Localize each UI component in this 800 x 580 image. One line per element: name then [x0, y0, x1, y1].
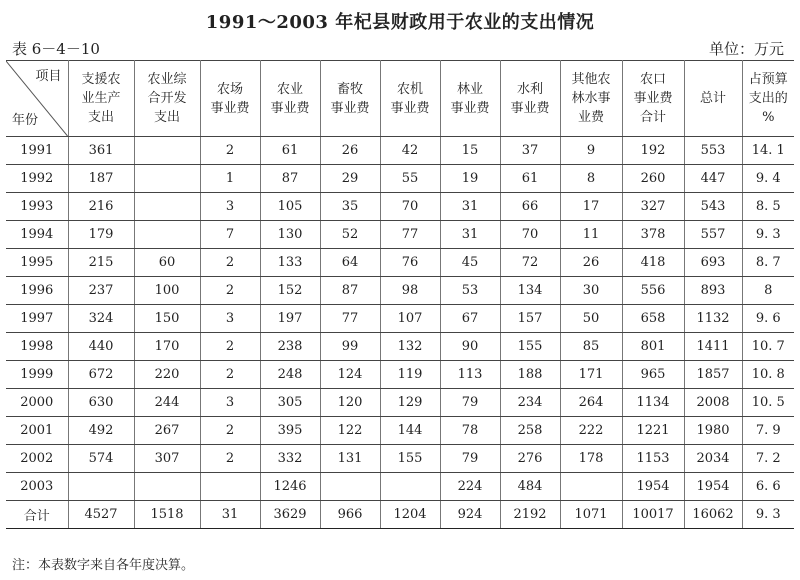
value-cell: 131 — [320, 445, 380, 473]
value-cell: 129 — [380, 389, 440, 417]
table-body — [6, 137, 794, 529]
value-cell: 170 — [134, 333, 200, 361]
value-cell — [134, 193, 200, 221]
column-header-line: 占预算 — [748, 72, 788, 87]
value-cell: 133 — [260, 249, 320, 277]
value-cell: 157 — [500, 305, 560, 333]
value-cell: 11 — [560, 221, 622, 249]
table-row — [6, 333, 794, 361]
value-cell: 1132 — [684, 305, 742, 333]
table-row — [6, 277, 794, 305]
value-cell: 72 — [500, 249, 560, 277]
value-cell: 10. 7 — [742, 333, 794, 361]
value-cell: 307 — [134, 445, 200, 473]
value-cell: 893 — [684, 277, 742, 305]
value-cell: 327 — [622, 193, 684, 221]
year-cell: 1993 — [6, 193, 68, 221]
table-row — [6, 389, 794, 417]
value-cell: 4527 — [68, 501, 134, 529]
column-header-line: 合计 — [639, 110, 666, 125]
value-cell: 50 — [560, 305, 622, 333]
column-header — [560, 61, 622, 137]
column-header-line: 林业 — [456, 81, 483, 97]
value-cell: 30 — [560, 277, 622, 305]
value-cell: 122 — [320, 417, 380, 445]
value-cell: 672 — [68, 361, 134, 389]
value-cell: 178 — [560, 445, 622, 473]
value-cell: 85 — [560, 333, 622, 361]
column-header — [68, 61, 134, 137]
table-note: 注：本表数字来自各年度决算。 — [12, 558, 195, 573]
value-cell: 234 — [500, 389, 560, 417]
column-header — [622, 61, 684, 137]
column-header-line: 合开发 — [147, 91, 187, 106]
value-cell — [320, 473, 380, 501]
value-cell: 1153 — [622, 445, 684, 473]
value-cell: 222 — [560, 417, 622, 445]
value-cell: 15 — [440, 137, 500, 165]
year-cell: 1998 — [6, 333, 68, 361]
value-cell: 9 — [560, 137, 622, 165]
value-cell: 61 — [260, 137, 320, 165]
corner-label-year: 年份 — [12, 113, 39, 128]
value-cell: 361 — [68, 137, 134, 165]
column-header-line: 农业 — [276, 81, 303, 97]
table-row — [6, 361, 794, 389]
value-cell: 105 — [260, 193, 320, 221]
value-cell: 124 — [320, 361, 380, 389]
year-cell: 2001 — [6, 417, 68, 445]
value-cell: 61 — [500, 165, 560, 193]
value-cell: 87 — [260, 165, 320, 193]
value-cell: 134 — [500, 277, 560, 305]
value-cell: 7. 2 — [742, 445, 794, 473]
value-cell: 8 — [560, 165, 622, 193]
value-cell: 197 — [260, 305, 320, 333]
value-cell: 924 — [440, 501, 500, 529]
year-cell: 1999 — [6, 361, 68, 389]
value-cell: 1246 — [260, 473, 320, 501]
value-cell: 1980 — [684, 417, 742, 445]
value-cell: 192 — [622, 137, 684, 165]
column-header-line: 事业费 — [390, 100, 430, 116]
value-cell: 440 — [68, 333, 134, 361]
value-cell: 113 — [440, 361, 500, 389]
value-cell: 66 — [500, 193, 560, 221]
value-cell: 2 — [200, 249, 260, 277]
value-cell — [134, 221, 200, 249]
value-cell: 224 — [440, 473, 500, 501]
value-cell: 53 — [440, 277, 500, 305]
value-cell: 31 — [440, 221, 500, 249]
value-cell: 155 — [380, 445, 440, 473]
value-cell: 9. 6 — [742, 305, 794, 333]
value-cell: 3629 — [260, 501, 320, 529]
value-cell: 630 — [68, 389, 134, 417]
value-cell: 1954 — [684, 473, 742, 501]
column-header-line: 业费 — [577, 110, 604, 125]
value-cell: 130 — [260, 221, 320, 249]
value-cell: 260 — [622, 165, 684, 193]
value-cell: 2008 — [684, 389, 742, 417]
value-cell: 78 — [440, 417, 500, 445]
year-cell: 1995 — [6, 249, 68, 277]
value-cell: 2 — [200, 333, 260, 361]
value-cell: 90 — [440, 333, 500, 361]
value-cell: 1411 — [684, 333, 742, 361]
value-cell: 70 — [380, 193, 440, 221]
value-cell: 484 — [500, 473, 560, 501]
column-header-line: 事业费 — [270, 100, 310, 116]
column-header — [320, 61, 380, 137]
value-cell: 119 — [380, 361, 440, 389]
value-cell: 556 — [622, 277, 684, 305]
value-cell: 150 — [134, 305, 200, 333]
value-cell: 8 — [742, 277, 794, 305]
value-cell: 19 — [440, 165, 500, 193]
value-cell: 332 — [260, 445, 320, 473]
value-cell: 60 — [134, 249, 200, 277]
table-row — [6, 137, 794, 165]
column-header — [200, 61, 260, 137]
column-header — [380, 61, 440, 137]
value-cell: 3 — [200, 193, 260, 221]
value-cell: 55 — [380, 165, 440, 193]
value-cell: 7. 9 — [742, 417, 794, 445]
column-header-line: 支出的 — [748, 91, 788, 106]
value-cell: 64 — [320, 249, 380, 277]
value-cell: 179 — [68, 221, 134, 249]
value-cell: 6. 6 — [742, 473, 794, 501]
value-cell: 1221 — [622, 417, 684, 445]
column-header-line: 农口 — [639, 72, 666, 87]
value-cell: 1857 — [684, 361, 742, 389]
value-cell: 248 — [260, 361, 320, 389]
value-cell: 152 — [260, 277, 320, 305]
column-header-line: 林水事 — [571, 91, 611, 106]
value-cell: 79 — [440, 445, 500, 473]
column-header-line: 农业综 — [147, 72, 187, 87]
value-cell: 76 — [380, 249, 440, 277]
table-row — [6, 249, 794, 277]
column-header-line: 支出 — [87, 110, 114, 125]
value-cell — [380, 473, 440, 501]
value-cell: 79 — [440, 389, 500, 417]
value-cell — [68, 473, 134, 501]
column-header-line: 总计 — [699, 91, 726, 106]
value-cell: 2 — [200, 277, 260, 305]
value-cell: 52 — [320, 221, 380, 249]
column-header — [742, 61, 794, 137]
value-cell: 42 — [380, 137, 440, 165]
column-header-line: % — [762, 110, 775, 125]
column-header-line: 畜牧 — [336, 81, 363, 97]
value-cell: 155 — [500, 333, 560, 361]
value-cell: 100 — [134, 277, 200, 305]
value-cell: 14. 1 — [742, 137, 794, 165]
year-cell: 1997 — [6, 305, 68, 333]
value-cell: 574 — [68, 445, 134, 473]
value-cell: 3 — [200, 389, 260, 417]
value-cell: 37 — [500, 137, 560, 165]
year-cell: 合计 — [6, 501, 68, 529]
value-cell: 77 — [320, 305, 380, 333]
value-cell: 70 — [500, 221, 560, 249]
table-row — [6, 193, 794, 221]
column-header — [500, 61, 560, 137]
value-cell: 966 — [320, 501, 380, 529]
corner-label-item: 项目 — [35, 69, 62, 84]
value-cell: 17 — [560, 193, 622, 221]
value-cell: 2 — [200, 445, 260, 473]
value-cell: 1204 — [380, 501, 440, 529]
value-cell: 1 — [200, 165, 260, 193]
table-row — [6, 221, 794, 249]
value-cell: 237 — [68, 277, 134, 305]
column-header — [684, 61, 742, 137]
value-cell: 492 — [68, 417, 134, 445]
table-number: 表 6－4－10 — [12, 40, 100, 58]
value-cell: 77 — [380, 221, 440, 249]
value-cell — [134, 473, 200, 501]
value-cell: 1954 — [622, 473, 684, 501]
value-cell: 7 — [200, 221, 260, 249]
value-cell: 395 — [260, 417, 320, 445]
column-header — [134, 61, 200, 137]
value-cell: 2 — [200, 361, 260, 389]
value-cell: 2 — [200, 137, 260, 165]
table-row — [6, 305, 794, 333]
value-cell: 9. 3 — [742, 501, 794, 529]
column-header-line: 事业费 — [450, 100, 490, 116]
value-cell: 9. 4 — [742, 165, 794, 193]
value-cell: 107 — [380, 305, 440, 333]
value-cell: 693 — [684, 249, 742, 277]
table-row — [6, 473, 794, 501]
value-cell: 1071 — [560, 501, 622, 529]
value-cell: 267 — [134, 417, 200, 445]
value-cell: 258 — [500, 417, 560, 445]
value-cell: 16062 — [684, 501, 742, 529]
value-cell: 215 — [68, 249, 134, 277]
value-cell: 31 — [440, 193, 500, 221]
year-cell: 2000 — [6, 389, 68, 417]
table-title: 1991～2003 年杞县财政用于农业的支出情况 — [205, 12, 595, 33]
value-cell: 216 — [68, 193, 134, 221]
value-cell: 447 — [684, 165, 742, 193]
value-cell: 26 — [560, 249, 622, 277]
value-cell: 10. 5 — [742, 389, 794, 417]
value-cell: 67 — [440, 305, 500, 333]
column-header-line: 农场 — [216, 81, 243, 97]
total-row — [6, 501, 794, 529]
value-cell: 965 — [622, 361, 684, 389]
value-cell: 45 — [440, 249, 500, 277]
value-cell: 378 — [622, 221, 684, 249]
column-header-line: 水利 — [516, 81, 543, 97]
value-cell: 276 — [500, 445, 560, 473]
value-cell: 1134 — [622, 389, 684, 417]
value-cell: 8. 7 — [742, 249, 794, 277]
value-cell: 3 — [200, 305, 260, 333]
column-header-line: 业生产 — [81, 91, 121, 106]
value-cell: 99 — [320, 333, 380, 361]
value-cell: 29 — [320, 165, 380, 193]
value-cell — [200, 473, 260, 501]
table-header-row — [6, 61, 794, 137]
value-cell: 418 — [622, 249, 684, 277]
value-cell: 35 — [320, 193, 380, 221]
column-header-line: 事业费 — [330, 100, 370, 116]
value-cell: 132 — [380, 333, 440, 361]
value-cell: 238 — [260, 333, 320, 361]
value-cell: 31 — [200, 501, 260, 529]
column-header — [440, 61, 500, 137]
table-row — [6, 165, 794, 193]
value-cell: 87 — [320, 277, 380, 305]
year-cell: 1992 — [6, 165, 68, 193]
value-cell: 144 — [380, 417, 440, 445]
value-cell: 1518 — [134, 501, 200, 529]
value-cell: 244 — [134, 389, 200, 417]
expenditure-table — [6, 60, 794, 529]
year-cell: 1991 — [6, 137, 68, 165]
table-row — [6, 417, 794, 445]
unit-label: 单位：万元 — [708, 40, 784, 58]
value-cell: 2034 — [684, 445, 742, 473]
column-header-line: 事业费 — [510, 100, 550, 116]
value-cell — [134, 137, 200, 165]
value-cell: 171 — [560, 361, 622, 389]
value-cell: 264 — [560, 389, 622, 417]
column-header-line: 农机 — [396, 81, 423, 97]
column-header-line: 事业费 — [210, 100, 250, 116]
column-header — [260, 61, 320, 137]
value-cell — [134, 165, 200, 193]
value-cell: 10017 — [622, 501, 684, 529]
year-cell: 2003 — [6, 473, 68, 501]
value-cell: 187 — [68, 165, 134, 193]
year-cell: 1994 — [6, 221, 68, 249]
value-cell: 9. 3 — [742, 221, 794, 249]
value-cell: 557 — [684, 221, 742, 249]
value-cell — [560, 473, 622, 501]
value-cell: 543 — [684, 193, 742, 221]
value-cell: 658 — [622, 305, 684, 333]
value-cell: 188 — [500, 361, 560, 389]
value-cell: 120 — [320, 389, 380, 417]
value-cell: 305 — [260, 389, 320, 417]
column-header-line: 其他农 — [571, 72, 611, 87]
value-cell: 26 — [320, 137, 380, 165]
year-cell: 1996 — [6, 277, 68, 305]
column-header-line: 支援农 — [81, 72, 121, 87]
value-cell: 10. 8 — [742, 361, 794, 389]
column-header-line: 事业费 — [633, 91, 673, 106]
table-row — [6, 445, 794, 473]
value-cell: 2 — [200, 417, 260, 445]
value-cell: 8. 5 — [742, 193, 794, 221]
year-cell: 2002 — [6, 445, 68, 473]
column-header-line: 支出 — [153, 110, 180, 125]
value-cell: 220 — [134, 361, 200, 389]
value-cell: 801 — [622, 333, 684, 361]
value-cell: 324 — [68, 305, 134, 333]
value-cell: 553 — [684, 137, 742, 165]
value-cell: 2192 — [500, 501, 560, 529]
corner-header-cell — [6, 61, 68, 137]
value-cell: 98 — [380, 277, 440, 305]
